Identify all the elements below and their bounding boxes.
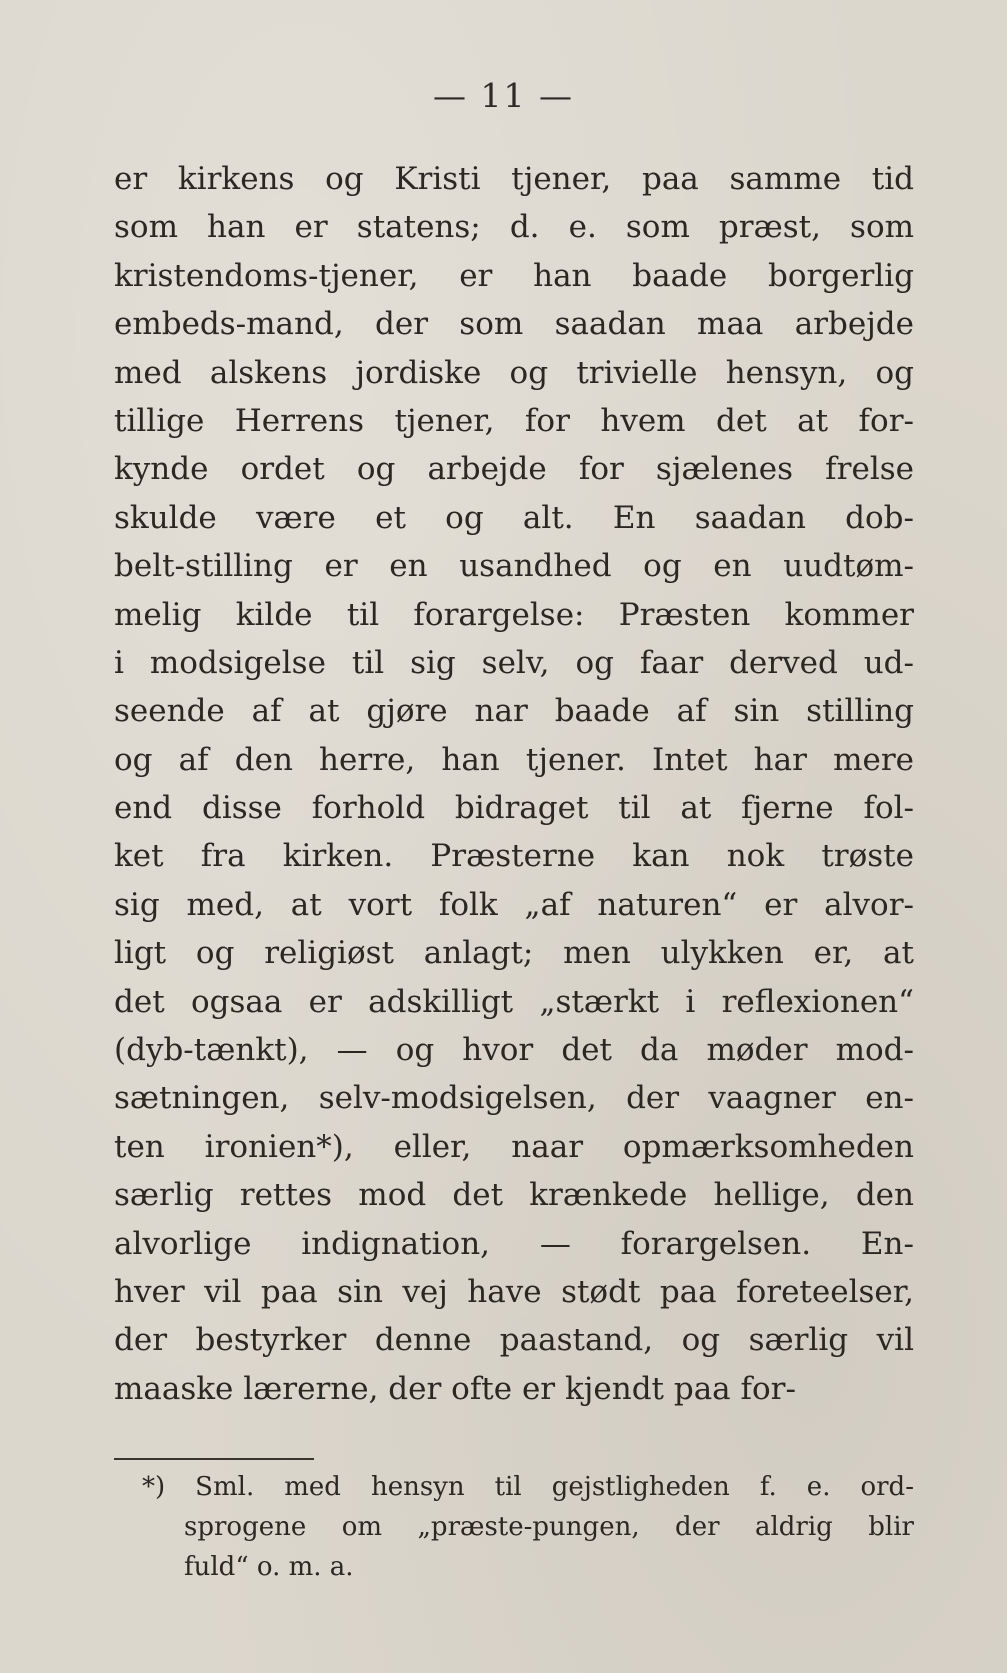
text-line: kynde ordet og arbejde for sjælenes frelse (114, 451, 914, 488)
text-line: (dyb-tænkt), — og hvor det da møder mod- (114, 1032, 914, 1069)
text-line: belt-stilling er en usandhed og en uudtøm- (114, 548, 914, 585)
text-line: maaske lærerne, der ofte er kjendt paa for- (114, 1370, 796, 1407)
footnotes (114, 1467, 914, 1587)
text-line: skulde være et og alt. En saadan dob- (114, 499, 914, 536)
text-line: ligt og religiøst anlagt; men ulykken er, at (114, 935, 914, 972)
footnote-line: fuld“ o. m. a. (184, 1552, 354, 1582)
text-line: melig kilde til forargelse: Præsten kommer (114, 596, 914, 633)
page-number: — 11 — (433, 76, 574, 115)
text-line: i modsigelse til sig selv, og faar derved ud- (114, 644, 914, 681)
text-line: og af den herre, han tjener. Intet har mere (114, 741, 914, 778)
text-line: sig med, at vort folk „af naturen“ er alvor- (114, 886, 914, 923)
text-line: alvorlige indignation, — forargelsen. En- (114, 1225, 914, 1262)
text-line: der bestyrker denne paastand, og særlig vil (114, 1322, 914, 1359)
text-line: særlig rettes mod det krænkede hellige, den (114, 1177, 914, 1214)
footnote-line: sprogene om „præste-pungen, der aldrig blir (184, 1512, 914, 1542)
text-line: sætningen, selv-modsigelsen, der vaagner en- (114, 1080, 914, 1117)
text-line: med alskens jordiske og trivielle hensyn, og (114, 354, 914, 391)
text-line: tillige Herrens tjener, for hvem det at for- (114, 402, 914, 439)
text-line: kristendoms-tjener, er han baade borgerlig (114, 257, 914, 294)
text-line: som han er statens; d. e. som præst, som (114, 209, 914, 246)
body-text (114, 155, 914, 1413)
footnote-rule (114, 1458, 314, 1460)
text-line: end disse forhold bidraget til at fjerne fol- (114, 790, 914, 827)
text-line: seende af at gjøre nar baade af sin stilling (114, 693, 914, 730)
text-line: det ogsaa er adskilligt „stærkt i reflexionen“ (114, 983, 914, 1020)
text-line: ket fra kirken. Præsterne kan nok trøste (114, 838, 914, 875)
text-line: hver vil paa sin vej have stødt paa foreteelser, (114, 1273, 914, 1310)
text-line: ten ironien*), eller, naar opmærksomheden (114, 1128, 914, 1165)
text-line: embeds-mand, der som saadan maa arbejde (114, 306, 914, 343)
text-line: er kirkens og Kristi tjener, paa samme tid (114, 161, 914, 197)
footnote-line: *) Sml. med hensyn til gejstligheden f. e. ord- (142, 1472, 914, 1502)
